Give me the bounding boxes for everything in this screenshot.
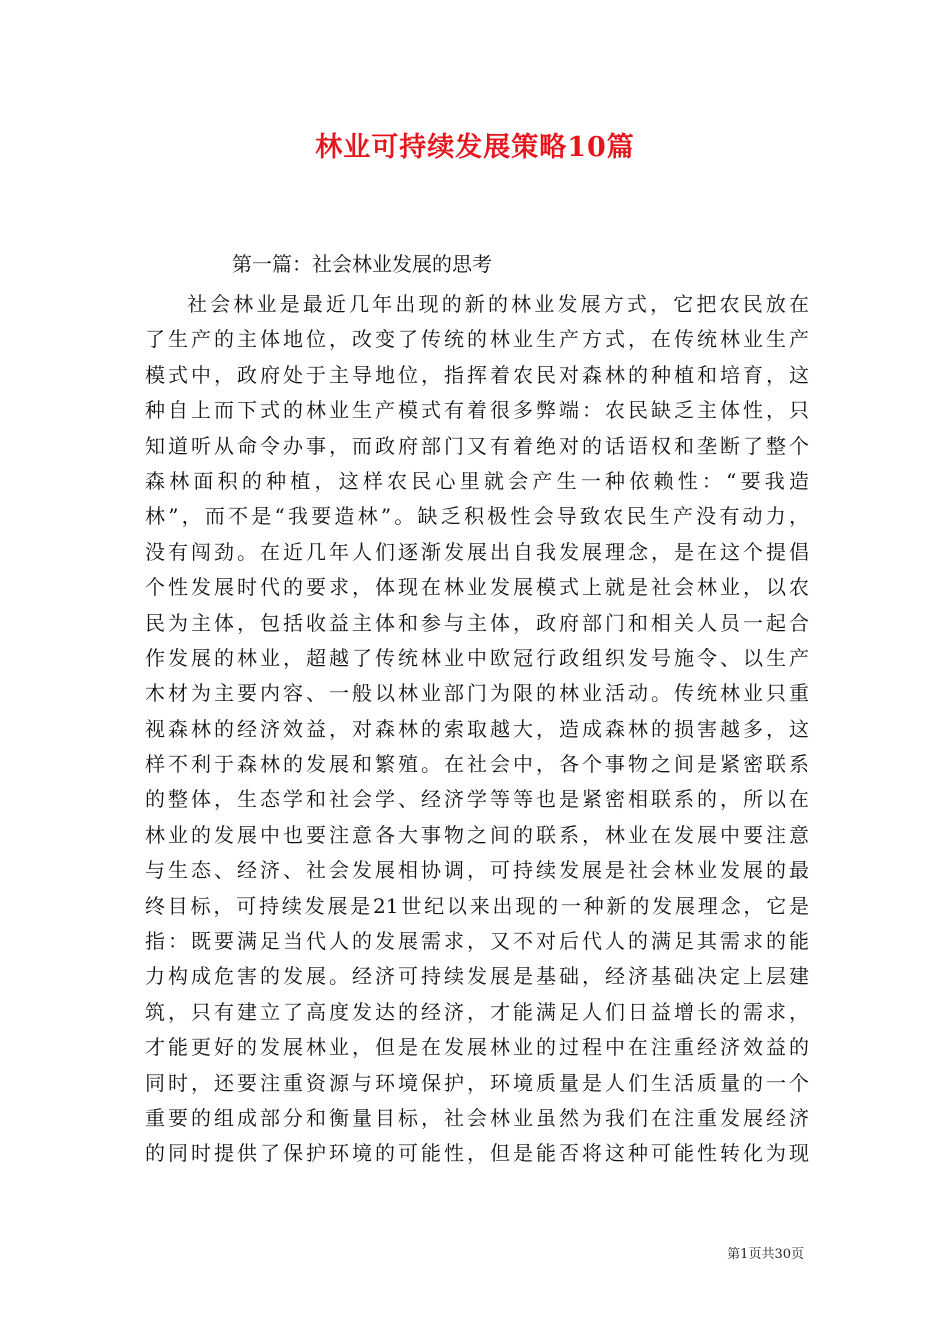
page-title: 林业可持续发展策略10篇	[315, 132, 635, 163]
body-line: 筑，只有建立了高度发达的经济，才能满足人们日益增长的需求，	[145, 999, 809, 1024]
body-line: 森林面积的种植，这样农民心里就会产生一种依赖性：“要我造	[145, 468, 809, 493]
body-line: 没有闯劲。在近几年人们逐渐发展出自我发展理念，是在这个提倡	[145, 539, 809, 564]
body-line: 的整体，生态学和社会学、经济学等等也是紧密相联系的，所以在	[145, 787, 809, 812]
body-line: 重要的组成部分和衡量目标，社会林业虽然为我们在注重发展经济	[145, 1105, 809, 1130]
body-line: 同时，还要注重资源与环境保护，环境质量是人们生活质量的一个	[145, 1070, 809, 1095]
page-number-footer: 第1页共30页	[727, 1247, 804, 1262]
body-line: 力构成危害的发展。经济可持续发展是基础，经济基础决定上层建	[145, 964, 809, 989]
body-line: 木材为主要内容、一般以林业部门为限的林业活动。传统林业只重	[145, 681, 809, 706]
body-line: 的同时提供了保护环境的可能性，但是能否将这种可能性转化为现	[145, 1141, 809, 1166]
body-line: 林”，而不是“我要造林”。缺乏积极性会导致农民生产没有动力，	[145, 504, 809, 529]
body-line: 终目标，可持续发展是21世纪以来出现的一种新的发展理念，它是	[145, 893, 809, 918]
body-line: 才能更好的发展林业，但是在发展林业的过程中在注重经济效益的	[145, 1035, 809, 1060]
body-line: 样不利于森林的发展和繁殖。在社会中，各个事物之间是紧密联系	[145, 752, 809, 777]
body-text	[145, 287, 809, 1172]
body-line: 社会林业是最近几年出现的新的林业发展方式，它把农民放在	[187, 292, 809, 316]
body-line: 视森林的经济效益，对森林的索取越大，造成森林的损害越多，这	[145, 716, 809, 741]
body-line: 模式中，政府处于主导地位，指挥着农民对森林的种植和培育，这	[145, 362, 809, 387]
body-line: 个性发展时代的要求，体现在林业发展模式上就是社会林业，以农	[145, 575, 809, 600]
body-line: 指：既要满足当代人的发展需求，又不对后代人的满足其需求的能	[145, 929, 809, 954]
body-line: 知道听从命令办事，而政府部门又有着绝对的话语权和垄断了整个	[145, 433, 809, 458]
body-line: 种自上而下式的林业生产模式有着很多弊端：农民缺乏主体性，只	[145, 398, 809, 423]
body-line: 民为主体，包括收益主体和参与主体，政府部门和相关人员一起合	[145, 610, 809, 635]
body-line: 作发展的林业，超越了传统林业中欧冠行政组织发号施令、以生产	[145, 645, 809, 670]
section-heading: 第一篇：社会林业发展的思考	[232, 252, 492, 276]
body-line: 与生态、经济、社会发展相协调，可持续发展是社会林业发展的最	[145, 858, 809, 883]
body-line: 林业的发展中也要注意各大事物之间的联系，林业在发展中要注意	[145, 822, 809, 847]
body-line: 了生产的主体地位，改变了传统的林业生产方式，在传统林业生产	[145, 327, 809, 352]
